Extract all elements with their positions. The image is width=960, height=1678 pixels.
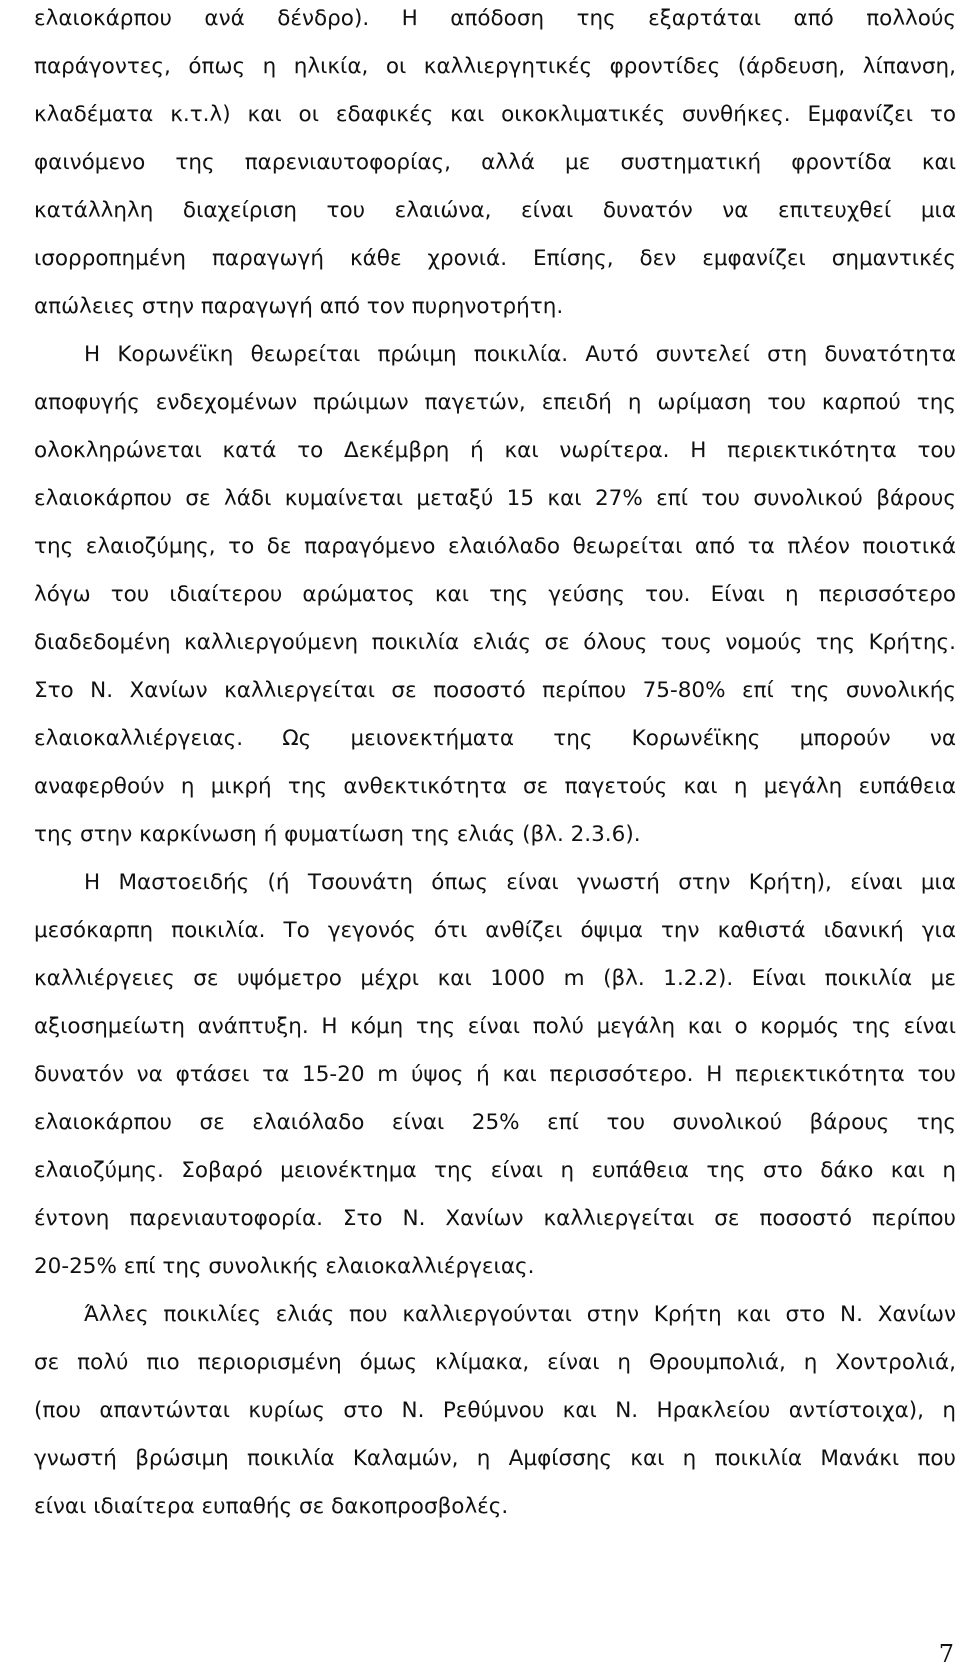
paragraph-first-line: Η Κορωνέϊκη θεωρείται πρώιμη ποικιλία. Αυτό συντελεί στη δυνατότητα xyxy=(84,342,956,367)
page-number: 7 xyxy=(938,1640,954,1668)
text-line: (που απαντώνται κυρίως στο Ν. Ρεθύμνου και Ν. Ηρακλείου αντίστοιχα), η xyxy=(34,1398,956,1423)
text-line: ελαιοκαλλιέργειας. Ως μειονεκτήματα της Κορωνέϊκης μπορούν να xyxy=(34,726,956,751)
text-line: ελαιοκάρπου σε λάδι κυμαίνεται μεταξύ 15 και 27% επί του συνολικού βάρους xyxy=(34,486,956,511)
text-line: αναφερθούν η μικρή της ανθεκτικότητα σε παγετούς και η μεγάλη ευπάθεια xyxy=(34,774,956,799)
text-line: παράγοντες, όπως η ηλικία, οι καλλιεργητικές φροντίδες (άρδευση, λίπανση, xyxy=(34,54,956,79)
text-line: αποφυγής ενδεχομένων πρώιμων παγετών, επειδή η ωρίμαση του καρπού της xyxy=(34,390,956,415)
text-line: Στο Ν. Χανίων καλλιεργείται σε ποσοστό περίπου 75-80% επί της συνολικής xyxy=(34,678,956,703)
text-line: της ελαιοζύμης, το δε παραγόμενο ελαιόλαδο θεωρείται από τα πλέον ποιοτικά xyxy=(34,534,956,559)
text-line: 20-25% επί της συνολικής ελαιοκαλλιέργειας. xyxy=(34,1254,535,1279)
text-line: ελαιοκάρπου σε ελαιόλαδο είναι 25% επί του συνολικού βάρους της xyxy=(34,1110,956,1135)
paragraph-first-line: Η Μαστοειδής (ή Τσουνάτη όπως είναι γνωστή στην Κρήτη), είναι μια xyxy=(84,870,956,895)
text-line: κλαδέματα κ.τ.λ) και οι εδαφικές και οικοκλιματικές συνθήκες. Εμφανίζει το xyxy=(34,102,956,127)
text-line: ελαιοζύμης. Σοβαρό μειονέκτημα της είναι η ευπάθεια της στο δάκο και η xyxy=(34,1158,956,1183)
text-line: απώλειες στην παραγωγή από τον πυρηνοτρήτη. xyxy=(34,294,564,319)
text-line: φαινόμενο της παρενιαυτοφορίας, αλλά με συστηματική φροντίδα και xyxy=(34,150,956,175)
text-line: γνωστή βρώσιμη ποικιλία Καλαμών, η Αμφίσσης και η ποικιλία Μανάκι που xyxy=(34,1446,956,1471)
text-line: έντονη παρενιαυτοφορία. Στο Ν. Χανίων καλλιεργείται σε ποσοστό περίπου xyxy=(34,1206,956,1231)
text-line: σε πολύ πιο περιορισμένη όμως κλίμακα, είναι η Θρουμπολιά, η Χοντρολιά, xyxy=(34,1350,956,1375)
text-line: της στην καρκίνωση ή φυματίωση της ελιάς (βλ. 2.3.6). xyxy=(34,822,641,847)
text-line: διαδεδομένη καλλιεργούμενη ποικιλία ελιάς σε όλους τους νομούς της Κρήτης. xyxy=(34,630,956,655)
text-line: μεσόκαρπη ποικιλία. Το γεγονός ότι ανθίζει όψιμα την καθιστά ιδανική για xyxy=(34,918,956,943)
paragraph-first-line: Άλλες ποικιλίες ελιάς που καλλιεργούνται στην Κρήτη και στο Ν. Χανίων xyxy=(84,1302,956,1327)
text-line: δυνατόν να φτάσει τα 15-20 m ύψος ή και περισσότερο. Η περιεκτικότητα του xyxy=(34,1062,956,1087)
text-line: λόγω του ιδιαίτερου αρώματος και της γεύσης του. Είναι η περισσότερο xyxy=(34,582,956,607)
text-line: είναι ιδιαίτερα ευπαθής σε δακοπροσβολές. xyxy=(34,1494,509,1519)
text-line: κατάλληλη διαχείριση του ελαιώνα, είναι δυνατόν να επιτευχθεί μια xyxy=(34,198,956,223)
text-line: ισορροπημένη παραγωγή κάθε χρονιά. Επίσης, δεν εμφανίζει σημαντικές xyxy=(34,246,956,271)
text-line: ολοκληρώνεται κατά το Δεκέμβρη ή και νωρίτερα. Η περιεκτικότητα του xyxy=(34,438,956,463)
text-line: καλλιέργειες σε υψόμετρο μέχρι και 1000 m (βλ. 1.2.2). Είναι ποικιλία με xyxy=(34,966,956,991)
text-line: ελαιοκάρπου ανά δένδρο). Η απόδοση της εξαρτάται από πολλούς xyxy=(34,6,956,31)
text-line: αξιοσημείωτη ανάπτυξη. Η κόμη της είναι πολύ μεγάλη και ο κορμός της είναι xyxy=(34,1014,956,1039)
